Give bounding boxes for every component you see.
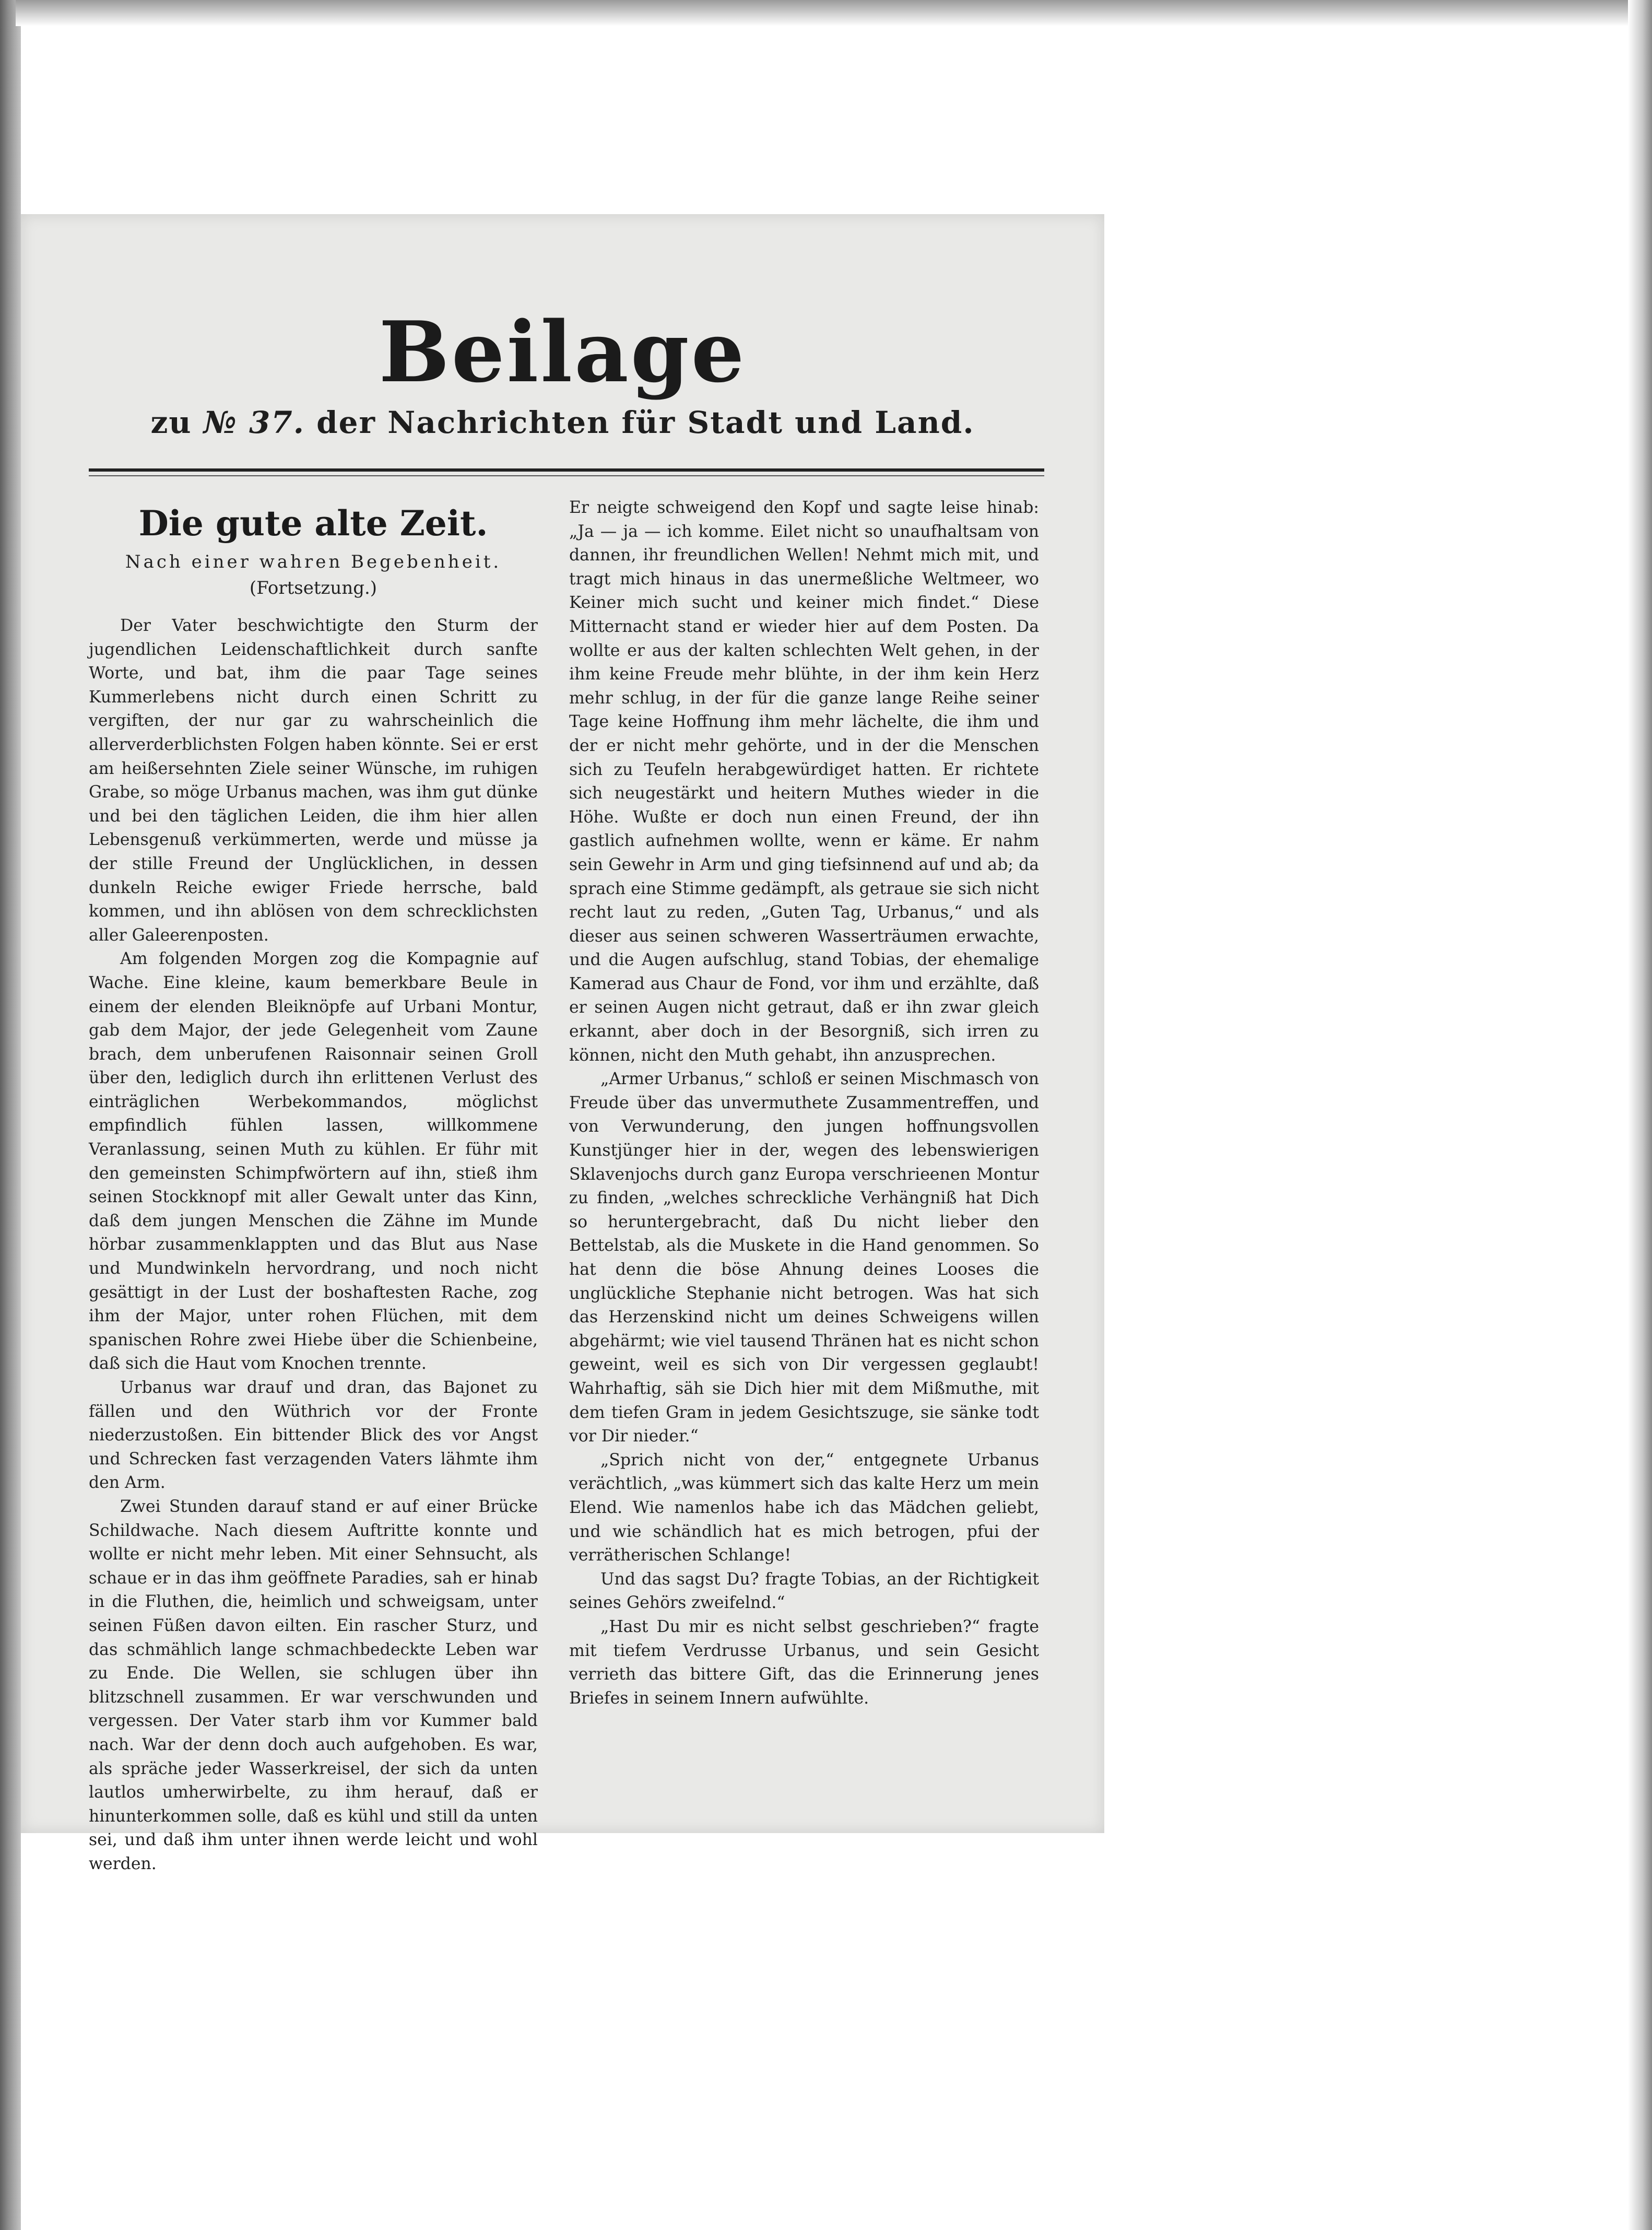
paragraph: Zwei Stunden darauf stand er auf einer Brücke Schildwache. Nach diesem Auftritte konnte und wollte er nicht mehr leben. Mit einer Sehnsucht, als schaue er in das ihm geöffnete Paradies, sah er hinab in die Fluthen, die, heimlich und schweigsam, unter seinen Füßen davon eilten. Ein rascher Sturz, und das schmählich lange schmachbedeckte Leben war zu Ende. Die Wellen, sie schlugen über ihn blitzschnell zusammen. Er war verschwunden und vergessen. Der Vater starb ihm vor Kummer bald nach. War der denn doch auch aufgehoben. Es war, als spräche jeder Wasserkreisel, der sich da unten lautlos umherwirbelte, zu ihm herauf, daß er hinunterkommen solle, daß es kühl und still da unten sei, und daß ihm unter ihnen werde leicht und wohl werden. <box>89 1497 538 1873</box>
masthead-subtitle <box>21 405 1104 440</box>
paragraph: Am folgenden Morgen zog die Kompagnie auf Wache. Eine kleine, kaum bemerkbare Beule in einem der elenden Bleiknöpfe auf Urbani Montur, gab dem Major, der jede Gelegenheit vom Zaune brach, dem unberufenen Raisonnair seinen Groll über den, lediglich durch ihn erlittenen Verlust des einträglichen Werbekommandos, möglichst empfindlich fühlen lassen, willkommene Veranlassung, seinen Muth zu kühlen. Er führ mit den gemeinsten Schimpfwörtern auf ihn, stieß ihm seinen Stockknopf mit aller Gewalt unter das Kinn, daß dem jungen Menschen die Zähne im Munde hörbar zusammenklappten und das Blut aus Nase und Mundwinkeln hervordrang, und noch nicht gesättigt in der Lust der boshaftesten Rache, zog ihm der Major, unter rohen Flüchen, mit dem spanischen Rohre zwei Hiebe über die Schienbeine, daß sich die Haut vom Knochen trennte. <box>89 949 538 1374</box>
scan-spine-edge <box>0 0 21 2230</box>
header-rule <box>89 468 1044 472</box>
paragraph: „Armer Urbanus,“ schloß er seinen Mischmasch von Freude über das unvermuthete Zusammentreffen, und von Verwunderung, den jungen hoffnungsvollen Kunstjünger hier in der, wegen des lebenswierigen Sklavenjochs durch ganz Europa verschrieenen Montur zu finden, „welches schreckliche Verhängniß hat Dich so heruntergebracht, daß Du nicht lieber den Bettelstab, als die Muskete in die Hand genommen. So hat denn die böse Ahnung deines Looses die unglückliche Stephanie nicht betrogen. Was hat sich das Herzenskind nicht um deines Schweigens willen abgehärmt; wie viel tausend Thränen hat es nicht schon geweint, weil es sich von Dir vergessen geglaubt! Wahrhaftig, säh sie Dich hier mit dem Mißmuthe, mit dem tiefen Gram in jedem Gesichtszuge, sie sänke todt vor Dir nieder.“ <box>569 1070 1039 1446</box>
scan-right-edge <box>1628 0 1652 2230</box>
paragraph: „Hast Du mir es nicht selbst geschrieben?“ fragte mit tiefem Verdrusse Urbanus, und sein Gesicht verrieth das bittere Gift, das die Erinnerung jenes Briefes in seinem Innern aufwühlte. <box>569 1617 1039 1708</box>
column-left <box>89 496 538 1876</box>
column-right <box>569 496 1039 1710</box>
masthead-title: Beilage <box>379 303 747 401</box>
paragraph: Urbanus war drauf und dran, das Bajonet zu fällen und den Wüthrich vor der Fronte niederzustoßen. Ein bittender Blick des vor Angst und Schrecken fast verzagenden Vaters lähmte ihm den Arm. <box>89 1378 538 1493</box>
header-rule-thin <box>89 475 1044 476</box>
article-title: Die gute alte Zeit. <box>138 503 488 544</box>
paragraph: Und das sagst Du? fragte Tobias, an der Richtigkeit seines Gehörs zweifelnd.“ <box>569 1569 1039 1613</box>
paragraph: Der Vater beschwichtigte den Sturm der jugendlichen Leidenschaftlichkeit durch sanfte Worte, und bat, ihm die paar Tage seines Kummerlebens nicht durch einen Schritt zu vergiften, der nur gar zu wahrscheinlich die allerverderblichsten Folgen haben könnte. Sei er erst am heißersehnten Ziele seiner Wünsche, im ruhigen Grabe, so möge Urbanus machen, was ihm gut dünke und bei den täglichen Leiden, die ihm hier allen Lebensgenuß verkümmerten, werde und müsse ja der stille Freund der Unglücklichen, in dessen dunkeln Reiche ewiger Friede herrsche, bald kommen, und ihn ablösen von dem schrecklichsten aller Galeerenposten. <box>89 616 538 945</box>
paragraph: Er neigte schweigend den Kopf und sagte leise hinab: „Ja — ja — ich komme. Eilet nicht so unaufhaltsam von dannen, ihr freundlichen Wellen! Nehmt mich mit, und tragt mich hinaus in das unermeßliche Weltmeer, wo Keiner mich sucht und keiner mich findet.“ Diese Mitternacht stand er wieder hier auf dem Posten. Da wollte er aus der kalten schlechten Welt gehen, in der ihm keine Freude mehr blühte, in der ihm kein Herz mehr schlug, in der für die ganze lange Reihe seiner Tage keine Hoffnung ihm mehr lächelte, die ihm und der er nicht mehr gehörte, und in der die Menschen sich zu Teufeln herabgewürdiget hatten. Er richtete sich neugestärkt und heitern Muthes wieder in die Höhe. Wußte er doch nun einen Freund, der ihn gastlich aufnehmen wollte, wenn er käme. Er nahm sein Gewehr in Arm und ging tiefsinnend auf und ab; da sprach eine Stimme gedämpft, als getraue sie sich nicht recht laut zu reden, „Guten Tag, Urbanus,“ und als dieser aus seinen schweren Wasserträumen erwachte, und die Augen aufschlug, stand Tobias, der ehemalige Kamerad aus Chaur de Fond, vor ihm und erzählte, daß er seinen Augen nicht getraut, daß er ihn zwar gleich erkannt, aber doch in der Besorgniß, sich irren zu können, nicht den Muth gehabt, ihn anzusprechen. <box>569 498 1039 1065</box>
scan-top-shadow <box>16 0 1629 26</box>
masthead-subtitle-post: der Nachrichten für Stadt und Land. <box>316 405 975 440</box>
article-continuation: (Fortsetzung.) <box>249 578 377 598</box>
paragraph: „Sprich nicht von der,“ entgegnete Urbanus verächtlich, „was kümmert sich das kalte Herz um mein Elend. Wie namenlos habe ich das Mädchen geliebt, und wie schändlich hat es mich betrogen, pfui der verrätherischen Schlange! <box>569 1450 1039 1565</box>
newspaper-page <box>21 214 1104 1873</box>
article-subtitle: Nach einer wahren Begebenheit. <box>125 551 502 572</box>
masthead-subtitle-pre: zu <box>150 405 192 440</box>
issue-number: № 37. <box>203 405 305 440</box>
